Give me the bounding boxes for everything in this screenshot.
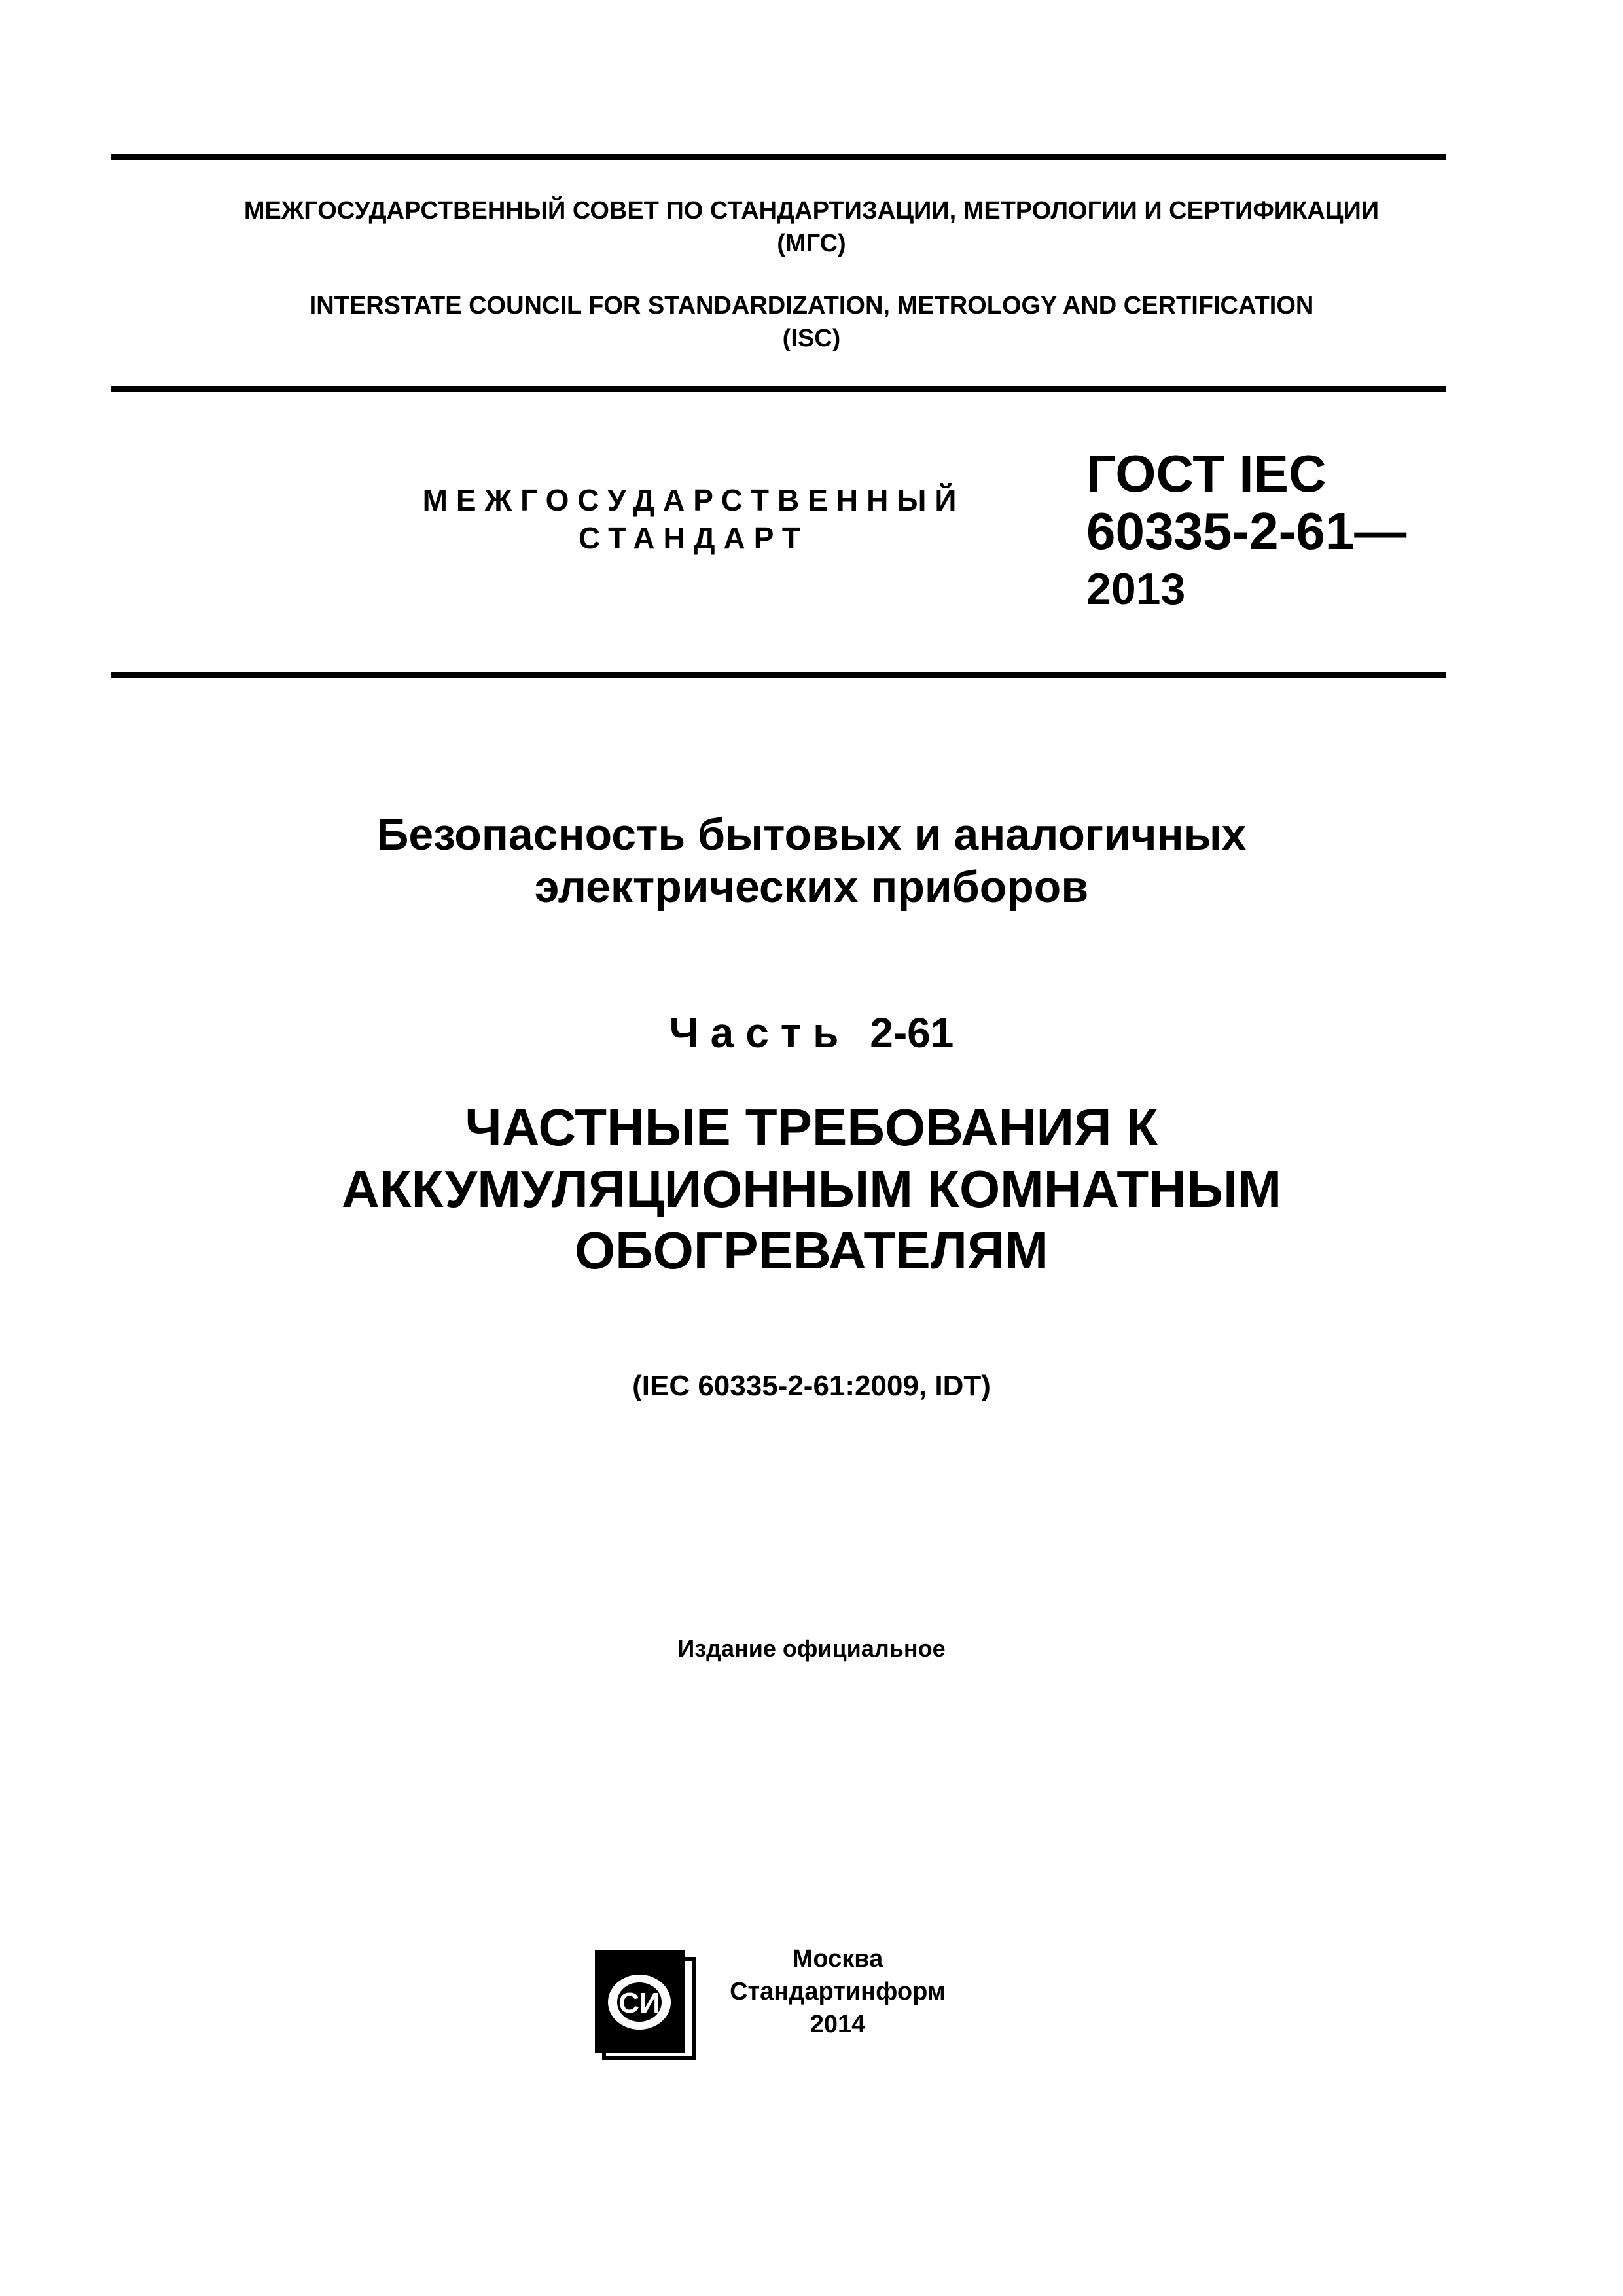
logo-graphic [592, 1947, 697, 2062]
standard-kind-line2: СТАНДАРТ [579, 521, 809, 555]
designation-line2: 60335-2-61— [1086, 502, 1407, 560]
standard-designation [1086, 445, 1406, 618]
middle-rule [111, 386, 1446, 392]
top-rule [111, 154, 1446, 160]
council-name-en-line1: INTERSTATE COUNCIL FOR STANDARDIZATION, METROLOGY AND CERTIFICATION [309, 292, 1314, 319]
logo-text: СИ [618, 1987, 660, 2019]
publisher-city: Москва [792, 1945, 883, 1973]
document-subtitle-line2: АККУМУЛЯЦИОННЫМ КОМНАТНЫМ [342, 1160, 1281, 1218]
standard-kind [419, 481, 969, 557]
designation-line3: 2013 [1086, 564, 1186, 614]
publisher-block [707, 1943, 969, 2041]
council-name-ru [0, 194, 1623, 260]
part-heading [0, 1008, 1623, 1058]
part-word: Часть [669, 1009, 851, 1056]
iec-identity: (IEC 60335-2-61:2009, IDT) [632, 1370, 991, 1402]
publisher-name: Стандартинформ [730, 1978, 946, 2005]
bottom-rule [111, 672, 1446, 678]
document-subtitle [0, 1097, 1623, 1282]
council-abbreviation-en: (ISC) [782, 325, 841, 352]
council-abbreviation-ru: (МГС) [777, 230, 846, 257]
document-title [0, 808, 1623, 913]
document-title-line1: Безопасность бытовых и аналогичных [376, 810, 1247, 859]
council-name-ru-line1: МЕЖГОСУДАРСТВЕННЫЙ СОВЕТ ПО СТАНДАРТИЗАЦИИ, МЕТРОЛОГИИ И СЕРТИФИКАЦИИ [243, 197, 1380, 224]
document-subtitle-line3: ОБОГРЕВАТЕЛЯМ [574, 1221, 1049, 1280]
standartinform-logo-icon [592, 1947, 697, 2062]
publisher-year: 2014 [810, 2011, 866, 2038]
edition-note: Издание официальное [677, 1635, 946, 1662]
document-title-line2: электрических приборов [534, 862, 1089, 912]
document-subtitle-line1: ЧАСТНЫЕ ТРЕБОВАНИЯ К [465, 1098, 1158, 1157]
designation-line1: ГОСТ IEC [1086, 444, 1327, 503]
council-name-en [0, 289, 1623, 355]
standard-kind-line1: МЕЖГОСУДАРСТВЕННЫЙ [422, 483, 965, 517]
part-number: 2-61 [870, 1009, 954, 1056]
